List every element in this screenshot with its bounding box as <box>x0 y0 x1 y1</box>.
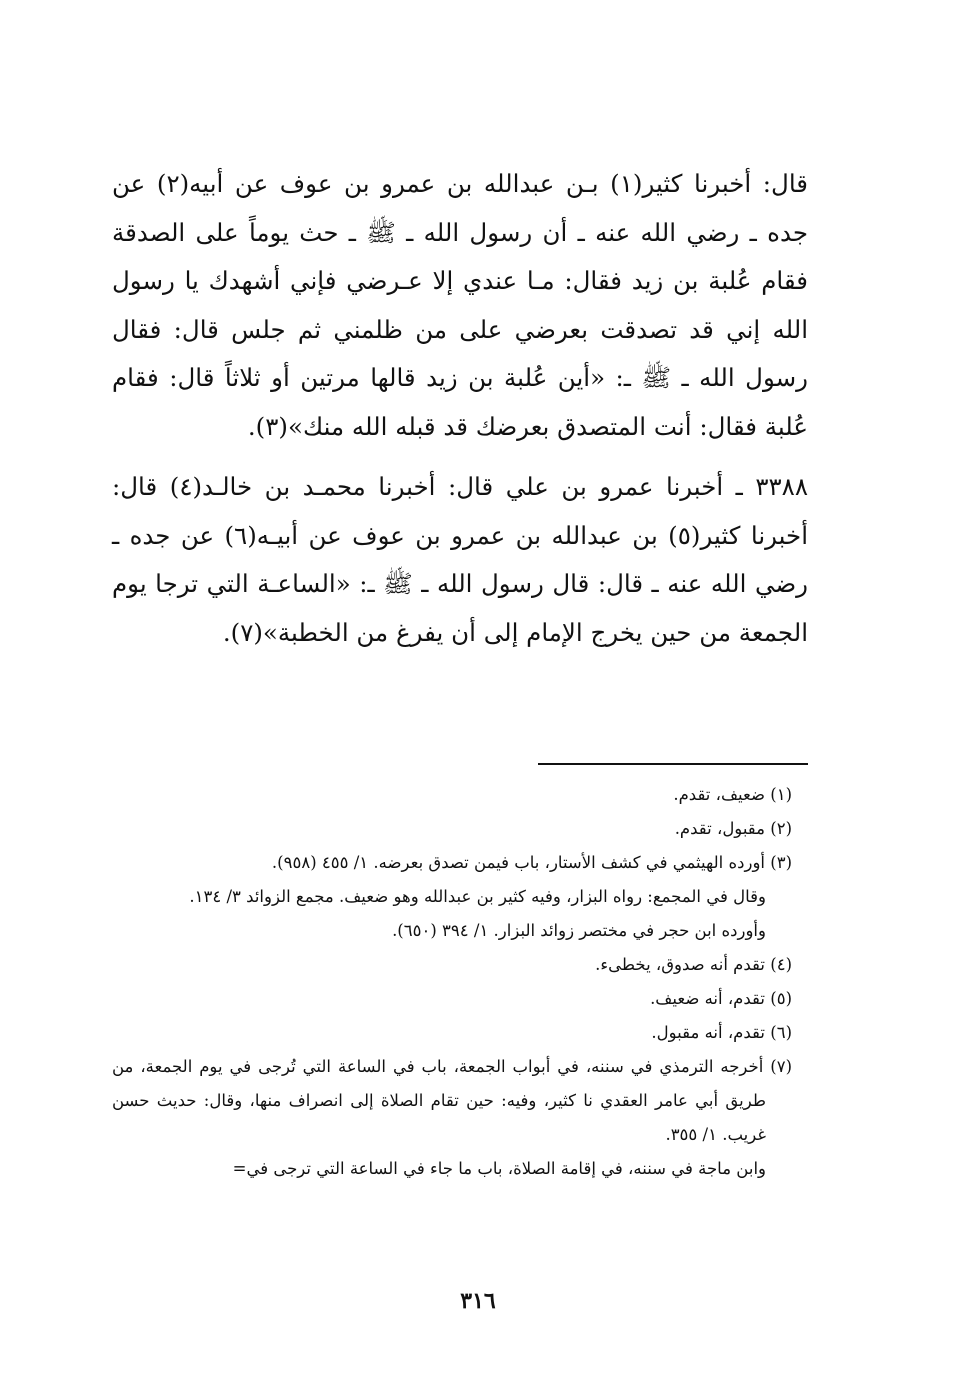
page-number: ٣١٦ <box>460 1288 496 1314</box>
footnote-4: (٤) تقدم أنه صدوق، يخطىء. <box>595 955 792 974</box>
footnote-2: (٢) مقبول، تقدم. <box>674 819 792 838</box>
hadith-paragraph <box>112 463 808 657</box>
footnote-5: (٥) تقدم، أنه ضعيف. <box>650 989 792 1008</box>
footnote-divider <box>538 763 808 765</box>
main-text-body <box>112 160 808 657</box>
paragraph-continuation: قال: أخبرنا كثير⁠(١) بـن عبدالله بن عمرو بن عوف عن أبيه(٢) عن جده ـ رضي الله عنه ـ أن رسول الله ـ ﷺ ـ حث يوماً على الصدقة فقام عُلبة بن زيد فقال: مـا عندي إلا عـرضي فإني أشهدك يا رسول الله إني قد تصدقت بعرضي على من ظلمني ثم جلس قال: فقال رسول الله ـ ﷺ ـ: «أين عُلبة بن زيد قالها مرتين أو ثلاثاً قال: فقام عُلبة فقال: أنت المتصدق بعرضك قد قبله الله منك»(٣). <box>112 169 809 441</box>
footnote-3: (٣) أورده الهيثمي في كشف الأستار، باب فيمن تصدق بعرضه. ١/ ٤٥٥ (٩٥٨). <box>271 853 792 872</box>
footnote-6: (٦) تقدم، أنه مقبول. <box>651 1023 792 1042</box>
hadith-text: ـ أخبرنا عمرو بن علي قال: أخبرنا محمـد بن خالـد(٤) قال: أخبرنا كثير(٥) بن عبدالله بن عمرو بن عوف عن أبيـه(٦) عن جده ـ رضي الله عنه ـ قال: قال رسول الله ـ ﷺ ـ: «الساعـة التي ترجا يوم الجمعة من حين يخرج الإمام إلى أن يفرغ من الخطبة»(٧). <box>112 472 808 647</box>
footnote-3-continuation: وأورده ابن حجر في مختصر زوائد البزار. ١/ ٣٩٤ (٦٥٠). <box>392 921 766 940</box>
footnotes-section <box>112 778 792 1186</box>
footnote-3-continuation: وقال في المجمع: رواه البزار، وفيه كثير بن عبدالله وهو ضعيف. مجمع الزوائد ٣/ ١٣٤. <box>189 887 766 906</box>
footnote-7-continuation: وابن ماجة في سننه، في إقامة الصلاة، باب ما جاء في الساعة التي ترجى في= <box>232 1159 766 1178</box>
hadith-number: ٣٣٨٨ <box>755 472 808 501</box>
footnote-1: (١) ضعيف، تقدم. <box>673 785 792 804</box>
footnote-7: (٧) أخرجه الترمذي في سننه، في أبواب الجمعة، باب في الساعة التي تُرجى في يوم الجمعة، من طريق أبي عامر العقدي نا كثير، وفيه: حين تقام الصلاة إلى انصراف منها، وقال: حديث حسن غريب. ١/ ٣٥٥. <box>112 1057 792 1144</box>
